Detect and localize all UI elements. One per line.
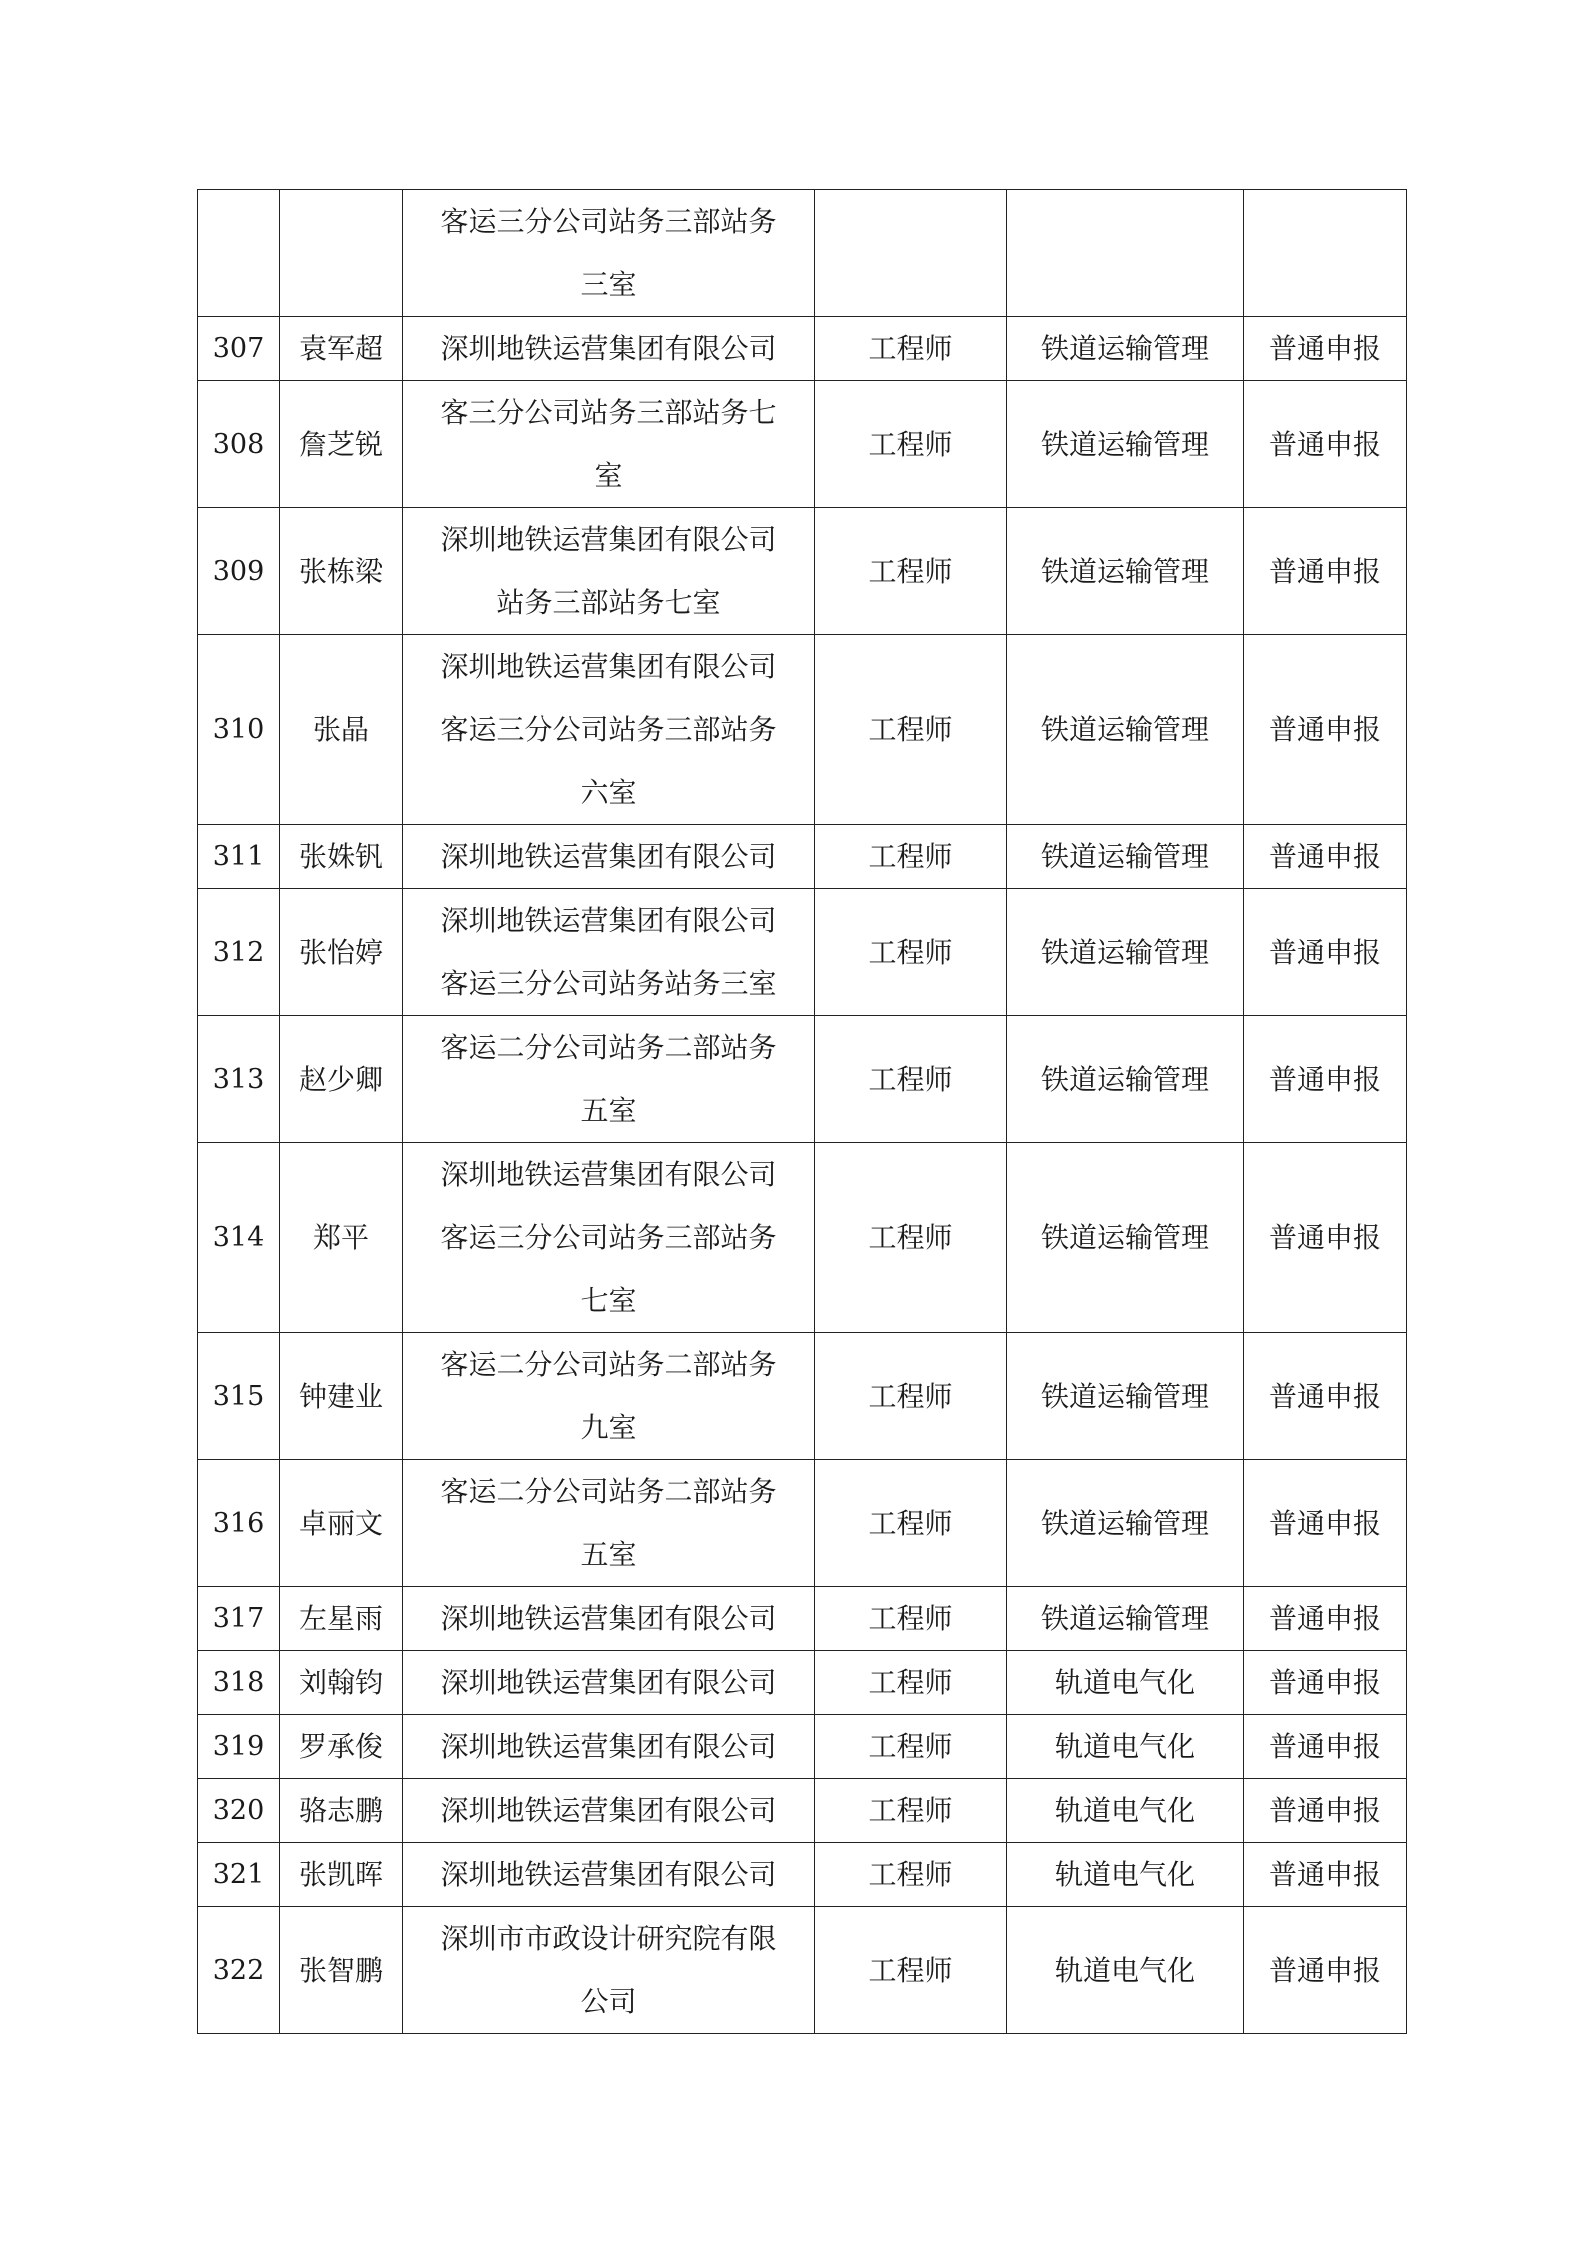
cell-unit [403,317,815,381]
table-row [198,381,1407,508]
cell-unit [403,508,815,635]
cell-name [280,190,403,317]
cell-title: 工程师 [815,1333,1007,1460]
table-row [198,1907,1407,2034]
table-row [198,317,1407,381]
cell-number: 316 [198,1460,280,1587]
cell-title: 工程师 [815,1587,1007,1651]
cell-number: 313 [198,1016,280,1143]
cell-application-type: 普通申报 [1244,508,1407,635]
unit-line: 深圳地铁运营集团有限公司 [440,840,777,873]
cell-major: 铁道运输管理 [1007,889,1244,1016]
cell-major: 铁道运输管理 [1007,1016,1244,1143]
cell-number: 319 [198,1715,280,1779]
cell-unit [403,1143,815,1333]
table-row [198,825,1407,889]
cell-title: 工程师 [815,381,1007,508]
cell-number: 317 [198,1587,280,1651]
cell-number: 318 [198,1651,280,1715]
cell-application-type: 普通申报 [1244,317,1407,381]
table-row [198,1333,1407,1460]
cell-application-type: 普通申报 [1244,1587,1407,1651]
cell-number: 321 [198,1843,280,1907]
table-row [198,1779,1407,1843]
cell-title: 工程师 [815,889,1007,1016]
cell-unit [403,1651,815,1715]
cell-major: 铁道运输管理 [1007,317,1244,381]
table-row [198,635,1407,825]
unit-line: 九室 [580,1411,637,1444]
table-body [198,190,1407,2034]
cell-number: 312 [198,889,280,1016]
cell-name: 张晶 [280,635,403,825]
cell-number: 315 [198,1333,280,1460]
unit-line: 五室 [580,1538,637,1571]
cell-unit [403,1460,815,1587]
cell-title: 工程师 [815,1843,1007,1907]
cell-application-type [1244,190,1407,317]
unit-line: 客运三分公司站务三部站务 [440,713,777,746]
cell-application-type: 普通申报 [1244,1016,1407,1143]
cell-number: 322 [198,1907,280,2034]
unit-line: 客三分公司站务三部站务七 [440,396,777,429]
unit-line: 三室 [580,268,637,301]
unit-line: 客运三分公司站务三部站务 [440,1221,777,1254]
cell-title [815,190,1007,317]
cell-title: 工程师 [815,1016,1007,1143]
table-row [198,1843,1407,1907]
cell-title: 工程师 [815,317,1007,381]
cell-title: 工程师 [815,1715,1007,1779]
cell-unit [403,1715,815,1779]
table-row [198,1460,1407,1587]
cell-title: 工程师 [815,825,1007,889]
cell-major: 铁道运输管理 [1007,825,1244,889]
cell-major: 铁道运输管理 [1007,381,1244,508]
cell-unit [403,889,815,1016]
cell-unit [403,1333,815,1460]
unit-line: 公司 [580,1985,637,2018]
cell-major: 轨道电气化 [1007,1715,1244,1779]
cell-major: 轨道电气化 [1007,1907,1244,2034]
cell-title: 工程师 [815,1907,1007,2034]
cell-major: 铁道运输管理 [1007,1143,1244,1333]
unit-line: 深圳地铁运营集团有限公司 [440,1158,777,1191]
cell-number: 308 [198,381,280,508]
unit-line: 深圳地铁运营集团有限公司 [440,1794,777,1827]
cell-name: 左星雨 [280,1587,403,1651]
cell-number: 320 [198,1779,280,1843]
table-row [198,508,1407,635]
cell-title: 工程师 [815,1651,1007,1715]
unit-line: 深圳地铁运营集团有限公司 [440,523,777,556]
cell-application-type: 普通申报 [1244,1651,1407,1715]
cell-application-type: 普通申报 [1244,1715,1407,1779]
cell-major: 铁道运输管理 [1007,635,1244,825]
cell-major: 铁道运输管理 [1007,1460,1244,1587]
cell-major [1007,190,1244,317]
table-row [198,1016,1407,1143]
cell-unit [403,1016,815,1143]
cell-application-type: 普通申报 [1244,635,1407,825]
cell-application-type: 普通申报 [1244,1333,1407,1460]
cell-unit [403,825,815,889]
cell-name: 张姝钒 [280,825,403,889]
cell-name: 骆志鹏 [280,1779,403,1843]
cell-name: 罗承俊 [280,1715,403,1779]
cell-title: 工程师 [815,508,1007,635]
unit-line: 深圳地铁运营集团有限公司 [440,1666,777,1699]
unit-line: 六室 [580,776,637,809]
cell-name: 张怡婷 [280,889,403,1016]
cell-unit [403,190,815,317]
cell-number: 307 [198,317,280,381]
cell-name: 钟建业 [280,1333,403,1460]
applicant-table [197,189,1407,2034]
unit-line: 深圳地铁运营集团有限公司 [440,1602,777,1635]
cell-title: 工程师 [815,1779,1007,1843]
cell-major: 轨道电气化 [1007,1843,1244,1907]
unit-line: 七室 [580,1284,637,1317]
cell-name: 张智鹏 [280,1907,403,2034]
unit-line: 深圳地铁运营集团有限公司 [440,1858,777,1891]
cell-application-type: 普通申报 [1244,1460,1407,1587]
cell-major: 铁道运输管理 [1007,1587,1244,1651]
cell-name: 刘翰钧 [280,1651,403,1715]
cell-number: 310 [198,635,280,825]
cell-unit [403,1779,815,1843]
table-row [198,1651,1407,1715]
cell-major: 轨道电气化 [1007,1651,1244,1715]
table-row [198,190,1407,317]
cell-major: 轨道电气化 [1007,1779,1244,1843]
cell-number [198,190,280,317]
unit-line: 五室 [580,1094,637,1127]
unit-line: 客运二分公司站务二部站务 [440,1475,777,1508]
unit-line: 深圳地铁运营集团有限公司 [440,650,777,683]
cell-unit [403,1587,815,1651]
cell-application-type: 普通申报 [1244,1143,1407,1333]
cell-major: 铁道运输管理 [1007,508,1244,635]
cell-number: 309 [198,508,280,635]
cell-unit [403,1907,815,2034]
table-row [198,1587,1407,1651]
cell-application-type: 普通申报 [1244,889,1407,1016]
unit-line: 深圳地铁运营集团有限公司 [440,904,777,937]
unit-line: 深圳地铁运营集团有限公司 [440,1730,777,1763]
cell-number: 311 [198,825,280,889]
cell-unit [403,381,815,508]
cell-name: 詹芝锐 [280,381,403,508]
cell-name: 张栋梁 [280,508,403,635]
table-row [198,889,1407,1016]
table-row [198,1143,1407,1333]
unit-line: 站务三部站务七室 [496,586,721,619]
cell-name: 赵少卿 [280,1016,403,1143]
unit-line: 客运二分公司站务二部站务 [440,1031,777,1064]
cell-title: 工程师 [815,635,1007,825]
cell-name: 郑平 [280,1143,403,1333]
cell-application-type: 普通申报 [1244,1843,1407,1907]
cell-unit [403,635,815,825]
unit-line: 深圳地铁运营集团有限公司 [440,332,777,365]
cell-name: 袁军超 [280,317,403,381]
cell-application-type: 普通申报 [1244,1907,1407,2034]
cell-application-type: 普通申报 [1244,1779,1407,1843]
unit-line: 深圳市市政设计研究院有限 [440,1922,777,1955]
cell-application-type: 普通申报 [1244,825,1407,889]
cell-number: 314 [198,1143,280,1333]
unit-line: 室 [594,459,623,492]
unit-line: 客运二分公司站务二部站务 [440,1348,777,1381]
table-row [198,1715,1407,1779]
cell-title: 工程师 [815,1143,1007,1333]
cell-title: 工程师 [815,1460,1007,1587]
cell-name: 卓丽文 [280,1460,403,1587]
cell-unit [403,1843,815,1907]
unit-line: 客运三分公司站务站务三室 [440,967,777,1000]
cell-name: 张凯晖 [280,1843,403,1907]
cell-application-type: 普通申报 [1244,381,1407,508]
cell-major: 铁道运输管理 [1007,1333,1244,1460]
unit-line: 客运三分公司站务三部站务 [440,205,777,238]
